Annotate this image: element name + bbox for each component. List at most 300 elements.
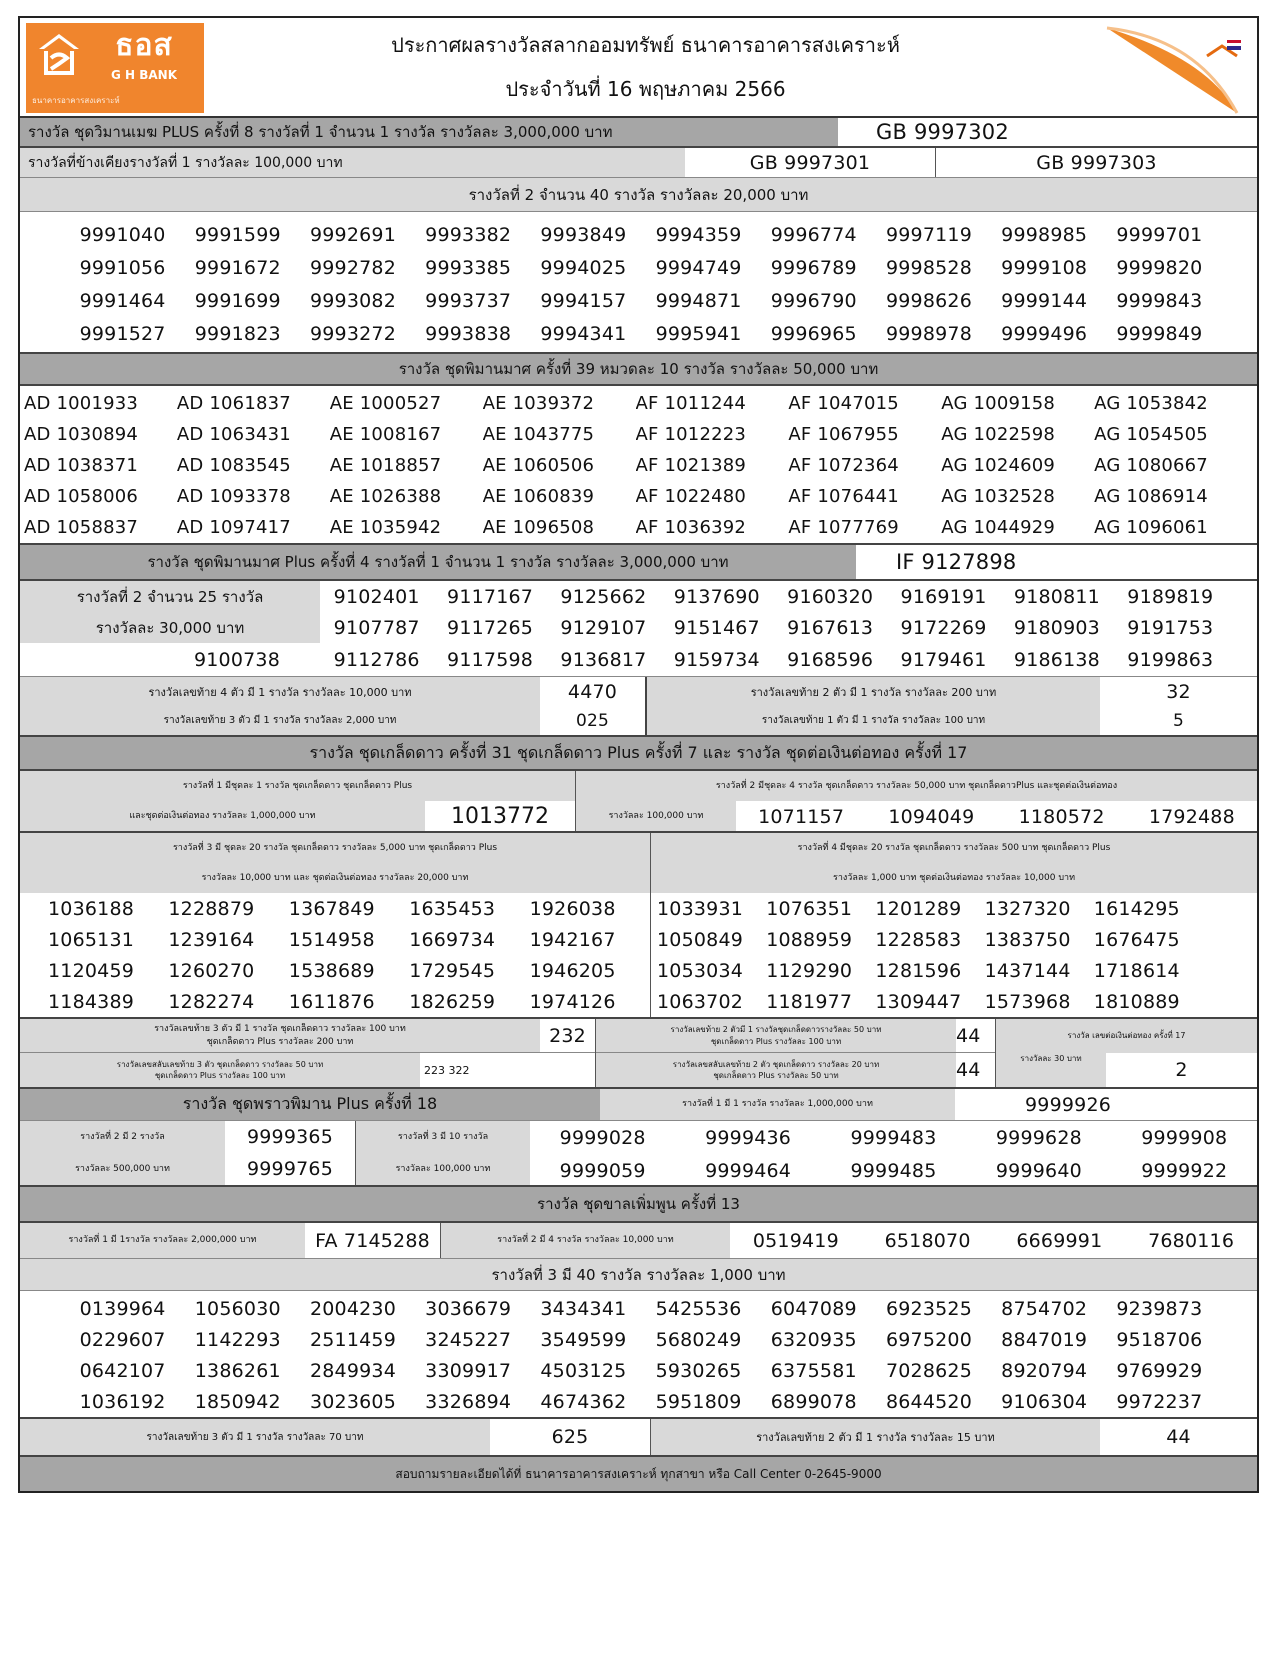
prize-number: 9769929 — [1116, 1359, 1203, 1382]
kleddao-last3-line — [20, 1019, 595, 1053]
pimanmas-plus-first-row — [20, 545, 1257, 581]
prize-number: 1729545 — [409, 959, 496, 982]
kleddao-last2-number: 44 — [956, 1019, 995, 1052]
prize-number: AE 1000527 — [329, 393, 442, 414]
prize-number: 9100738 — [20, 643, 320, 676]
prize-number: 1094049 — [888, 805, 975, 828]
prize-number: 9994025 — [540, 256, 627, 279]
kleddao-swap3-labels — [20, 1053, 420, 1087]
kanpoon-header — [20, 1187, 1257, 1223]
prize-number: 0519419 — [752, 1230, 839, 1252]
kleddao-p1-p2-row — [20, 771, 1257, 833]
prize-number: AE 1018857 — [329, 455, 442, 476]
prize-number: 9993849 — [540, 223, 627, 246]
prize-number: AD 1093378 — [176, 486, 291, 507]
prize-number: 9994341 — [540, 322, 627, 345]
prawpiman-p3-labels — [355, 1121, 530, 1185]
pimanmas-plus-second-amount: รางวัลละ 30,000 บาท — [20, 612, 320, 643]
prize-number: 9994871 — [655, 289, 742, 312]
logo-caption: ธนาคารอาคารสงเคราะห์ — [32, 96, 120, 105]
prize-number: 1946205 — [529, 959, 616, 982]
draw-date: ประจำวันที่ 16 พฤษภาคม 2566 — [505, 77, 786, 101]
kleddao-swap2-label: รางวัลเลขสลับเลขท้าย 2 ตัว ชุดเกล็ดดาว รางวัลละ 20 บาท — [672, 1059, 880, 1069]
prize-number: 9160320 — [787, 585, 874, 608]
last3-label: รางวัลเลขท้าย 3 ตัว มี 1 รางวัล รางวัลละ 2,000 บาท — [20, 706, 540, 735]
prize-number: 8847019 — [1001, 1328, 1088, 1351]
prize-number: 9991527 — [79, 322, 166, 345]
kleddao-p1-amount: และชุดต่อเงินต่อทอง รางวัลละ 1,000,000 บาท — [129, 810, 316, 821]
kleddao-swap3-line — [20, 1053, 595, 1087]
prize-number: 1850942 — [194, 1390, 281, 1413]
prize-number: 9999485 — [850, 1159, 937, 1182]
logo-words — [90, 27, 198, 83]
prize-number: 1386261 — [194, 1359, 281, 1382]
prize-number: 3245227 — [425, 1328, 512, 1351]
kleddao-tor-label: รางวัล เลขต่อเงินต่อทอง ครั้งที่ 17 — [1067, 1030, 1186, 1040]
prize-number: 9151467 — [673, 617, 760, 640]
prize-number: 1367849 — [288, 897, 375, 920]
prize-number: AG 1024609 — [941, 455, 1056, 476]
prize-number: AD 1061837 — [176, 393, 291, 414]
prize-number: 1184389 — [48, 990, 135, 1013]
prize-number: AG 1053842 — [1094, 393, 1208, 414]
prize-number: 4503125 — [540, 1359, 627, 1382]
prize-number: 9999496 — [1001, 322, 1088, 345]
prize-number: AE 1026388 — [329, 486, 442, 507]
footer — [20, 1457, 1257, 1491]
prize-number: 9999765 — [246, 1158, 334, 1180]
pimanmas-plus-second-label: รางวัลที่ 2 จำนวน 25 รางวัล — [20, 581, 320, 612]
prize-number: 9117167 — [447, 585, 534, 608]
prize-number: 6899078 — [770, 1390, 857, 1413]
prize-number: 5930265 — [655, 1359, 742, 1382]
prize-number: AE 1096508 — [482, 517, 595, 538]
pimanmas-label: รางวัล ชุดพิมานมาศ ครั้งที่ 39 หมวดละ 10 รางวัล รางวัลละ 50,000 บาท — [398, 360, 879, 378]
prize-number: 9999144 — [1001, 289, 1088, 312]
prize-number: 1282274 — [168, 990, 255, 1013]
prize-number: AF 1072364 — [788, 455, 899, 476]
prize-number: 9189819 — [1127, 585, 1214, 608]
kleddao-tor-line — [996, 1053, 1257, 1087]
kanpoon-p3-grid-row — [20, 1291, 1257, 1419]
prize-number: 1053034 — [657, 959, 744, 982]
prize-number: 9996774 — [770, 223, 857, 246]
kleddao-last3-labels — [20, 1019, 540, 1052]
prize-number: 1614295 — [1093, 897, 1180, 920]
kanpoon-last2-label: รางวัลเลขท้าย 2 ตัว มี 1 รางวัล รางวัลละ 15 บาท — [650, 1419, 1100, 1455]
prize-number: AD 1001933 — [24, 393, 139, 414]
prize-number: 9999108 — [1001, 256, 1088, 279]
kleddao-p4-grid — [651, 893, 1257, 1017]
kleddao-p2-block — [575, 771, 1257, 831]
prize-number: 3023605 — [309, 1390, 396, 1413]
prize-number: 1228583 — [875, 928, 962, 951]
prize-number: AF 1077769 — [788, 517, 899, 538]
prize-number: 1538689 — [288, 959, 375, 982]
prize-number: AE 1043775 — [482, 424, 595, 445]
prize-number: 3309917 — [425, 1359, 512, 1382]
page-title: ประกาศผลรางวัลสลากออมทรัพย์ ธนาคารอาคารสงเคราะห์ — [391, 33, 900, 57]
pimanmas-grid — [20, 386, 1257, 543]
last4-label: รางวัลเลขท้าย 4 ตัว มี 1 รางวัล รางวัลละ 10,000 บาท — [20, 677, 540, 706]
kanpoon-last2-number: 44 — [1100, 1419, 1257, 1455]
prize-number: 1065131 — [48, 928, 135, 951]
prize-number: AD 1030894 — [24, 424, 139, 445]
prize-number: 6047089 — [770, 1297, 857, 1320]
corner-decoration — [1087, 18, 1257, 116]
kanpoon-p1-p2-row — [20, 1223, 1257, 1259]
pimanmas-plus-second-grid — [320, 581, 1257, 676]
prawpiman-label: รางวัล ชุดพราวพิมาน Plus ครั้งที่ 18 — [20, 1089, 600, 1120]
prize-number: 4674362 — [540, 1390, 627, 1413]
prize-number: 1514958 — [288, 928, 375, 951]
prize-number: 5951809 — [655, 1390, 742, 1413]
last3-number: 025 — [540, 706, 645, 735]
prize-number: 1974126 — [529, 990, 616, 1013]
kleddao-p3-p4-row — [20, 833, 1257, 1019]
prize-number: 1076351 — [766, 897, 853, 920]
prawpiman-p2-p3-row — [20, 1121, 1257, 1187]
prize-number: 1129290 — [766, 959, 853, 982]
kleddao-swap2-amount: ชุดเกล็ดดาว Plus รางวัลละ 50 บาท — [713, 1071, 839, 1080]
page-header — [20, 18, 1257, 118]
kanpoon-last3-label: รางวัลเลขท้าย 3 ตัว มี 1 รางวัล รางวัลละ 70 บาท — [20, 1419, 490, 1455]
prize-number: AF 1076441 — [788, 486, 899, 507]
prize-number: 9999922 — [1141, 1159, 1228, 1182]
wimanmek-second-grid — [20, 218, 1257, 350]
kleddao-last2-labels — [596, 1019, 956, 1052]
pimanmas-plus-last-digits — [20, 677, 1257, 737]
prize-number: 1810889 — [1093, 990, 1180, 1013]
prize-number: 9995941 — [655, 322, 742, 345]
prize-number: 1327320 — [984, 897, 1071, 920]
prize-number: AE 1060506 — [482, 455, 595, 476]
prize-number: AG 1044929 — [941, 517, 1056, 538]
wimanmek-near-number: GB 9997301 — [685, 148, 935, 177]
prize-number: 1120459 — [48, 959, 135, 982]
prize-number: 6975200 — [885, 1328, 972, 1351]
prize-number: 1050849 — [657, 928, 744, 951]
prize-number: 3326894 — [425, 1390, 512, 1413]
prize-number: 9172269 — [900, 617, 987, 640]
prize-number: 9998978 — [885, 322, 972, 345]
prize-number: 9239873 — [1116, 1297, 1203, 1320]
kleddao-p4-block — [650, 833, 1257, 1017]
prize-number: 1942167 — [529, 928, 616, 951]
kanpoon-p2-label: รางวัลที่ 2 มี 4 รางวัล รางวัลละ 10,000 บาท — [440, 1223, 730, 1258]
prize-number: AD 1038371 — [24, 455, 139, 476]
prize-number: AF 1067955 — [788, 424, 899, 445]
prize-number: 6923525 — [885, 1297, 972, 1320]
prize-number: 9117265 — [447, 617, 534, 640]
prize-number: 8644520 — [885, 1390, 972, 1413]
prize-number: 9991699 — [194, 289, 281, 312]
prize-number: 9180811 — [1013, 585, 1100, 608]
last1-label: รางวัลเลขท้าย 1 ตัว มี 1 รางวัล รางวัลละ 100 บาท — [647, 706, 1100, 735]
kleddao-last2-line — [596, 1019, 995, 1053]
kanpoon-p1-label: รางวัลที่ 1 มี 1รางวัล รางวัลละ 2,000,000 บาท — [20, 1223, 305, 1258]
prize-number: 9998985 — [1001, 223, 1088, 246]
last2-number: 32 — [1100, 677, 1257, 706]
prize-number: 9993382 — [425, 223, 512, 246]
prize-number: 9186138 — [1013, 648, 1100, 671]
prawpiman-p2-labels — [20, 1121, 225, 1185]
last-digit-values-right — [1100, 677, 1257, 735]
prize-number: 9991040 — [79, 223, 166, 246]
prize-number: 1228879 — [168, 897, 255, 920]
prize-number: AG 1009158 — [941, 393, 1056, 414]
prize-number: 0229607 — [79, 1328, 166, 1351]
prize-number: 1260270 — [168, 959, 255, 982]
prize-number: 9993272 — [309, 322, 396, 345]
kleddao-tor-block — [995, 1019, 1257, 1087]
prize-number: 9169191 — [900, 585, 987, 608]
prawpiman-header-row — [20, 1089, 1257, 1121]
prize-number: 1676475 — [1093, 928, 1180, 951]
prize-number: AF 1036392 — [635, 517, 747, 538]
prize-number: 1792488 — [1148, 805, 1235, 828]
ghbank-logo — [26, 23, 204, 113]
prawpiman-p3-label: รางวัลที่ 3 มี 10 รางวัล — [397, 1131, 489, 1142]
kleddao-last3-label: รางวัลเลขท้าย 3 ตัว มี 1 รางวัล ชุดเกล็ดดาว รางวัลละ 100 บาท — [154, 1023, 406, 1034]
prize-number: AF 1012223 — [635, 424, 747, 445]
prize-number: AF 1047015 — [788, 393, 899, 414]
wimanmek-near-number: GB 9997303 — [935, 148, 1257, 177]
prize-number: 9999464 — [705, 1159, 792, 1182]
prize-number: 0139964 — [79, 1297, 166, 1320]
prize-number: AE 1060839 — [482, 486, 595, 507]
kanpoon-p3-header — [20, 1259, 1257, 1291]
wimanmek-first-number: GB 9997302 — [838, 118, 1257, 146]
prize-number: 9167613 — [787, 617, 874, 640]
prize-number: 9999059 — [559, 1159, 646, 1182]
prize-number: AE 1035942 — [329, 517, 442, 538]
prize-number: AD 1083545 — [176, 455, 291, 476]
prize-number: 9999365 — [246, 1126, 334, 1148]
prize-number: AF 1011244 — [635, 393, 747, 414]
prize-number: 9972237 — [1116, 1390, 1203, 1413]
prize-number: 9999640 — [995, 1159, 1082, 1182]
wimanmek-first-label: รางวัล ชุดวิมานเมฆ PLUS ครั้งที่ 8 รางวัลที่ 1 จำนวน 1 รางวัล รางวัลละ 3,000,000 บาท — [20, 118, 838, 146]
prize-number: AG 1054505 — [1094, 424, 1208, 445]
kleddao-p2-amount: รางวัลละ 100,000 บาท — [608, 810, 704, 821]
last2-label: รางวัลเลขท้าย 2 ตัว มี 1 รางวัล รางวัลละ 200 บาท — [647, 677, 1100, 706]
kleddao-last2-label: รางวัลเลขท้าย 2 ตัวมี 1 รางวัลชุดเกล็ดดาวรางวัลละ 50 บาท — [670, 1025, 882, 1035]
wimanmek-second-label: รางวัลที่ 2 จำนวน 40 รางวัล รางวัลละ 20,000 บาท — [468, 185, 809, 204]
prize-number: 1181977 — [766, 990, 853, 1013]
prize-number: 9994157 — [540, 289, 627, 312]
prize-number: 1718614 — [1093, 959, 1180, 982]
prize-number: 1063702 — [657, 990, 744, 1013]
prize-number: 3036679 — [425, 1297, 512, 1320]
prawpiman-p3-grid — [530, 1121, 1257, 1185]
house-logo-icon — [36, 31, 82, 77]
prize-number: 1088959 — [766, 928, 853, 951]
prawpiman-p1-label: รางวัลที่ 1 มี 1 รางวัล รางวัลละ 1,000,000 บาท — [600, 1089, 955, 1120]
prize-number: 5680249 — [655, 1328, 742, 1351]
prize-number: 9991056 — [79, 256, 166, 279]
wimanmek-near-label: รางวัลที่ข้างเคียงรางวัลที่ 1 รางวัลละ 100,000 บาท — [20, 148, 685, 177]
results-sheet — [18, 16, 1259, 1493]
wimanmek-second-header — [20, 178, 1257, 212]
prize-number: 6669991 — [1016, 1230, 1103, 1252]
prize-number: 8754702 — [1001, 1297, 1088, 1320]
prize-number: 1056030 — [194, 1297, 281, 1320]
prize-number: 3434341 — [540, 1297, 627, 1320]
kleddao-last3-amount: ชุดเกล็ดดาว Plus รางวัลละ 200 บาท — [206, 1036, 354, 1047]
title-block — [204, 18, 1087, 116]
kleddao-p1-label: รางวัลที่ 1 มีชุดละ 1 รางวัล ชุดเกล็ดดาว ชุดเกล็ดดาว Plus — [182, 780, 413, 791]
prize-number: 9125662 — [560, 585, 647, 608]
kleddao-p3-label: รางวัลที่ 3 มี ชุดละ 20 รางวัล ชุดเกล็ดดาว รางวัลละ 5,000 บาท ชุดเกล็ดดาว Plus — [172, 842, 498, 853]
kleddao-p1-line — [20, 801, 575, 831]
prize-number: 2004230 — [309, 1297, 396, 1320]
kleddao-p4-amount: รางวัลละ 1,000 บาท ชุดต่อเงินต่อทอง รางวัลละ 10,000 บาท — [832, 872, 1076, 883]
kleddao-swap2-line — [596, 1053, 995, 1087]
prize-number: 1635453 — [409, 897, 496, 920]
prawpiman-p3-amount: รางวัลละ 100,000 บาท — [395, 1163, 491, 1174]
prize-number: 8920794 — [1001, 1359, 1088, 1382]
kleddao-label: รางวัล ชุดเกล็ดดาว ครั้งที่ 31 ชุดเกล็ดดาว Plus ครั้งที่ 7 และ รางวัล ชุดต่อเงินต่อทอง ครั้งที่ 17 — [309, 742, 968, 762]
prize-number: 9102401 — [333, 585, 420, 608]
prize-number: 2511459 — [309, 1328, 396, 1351]
prize-number: 9999701 — [1116, 223, 1203, 246]
logo-sub: G H BANK — [110, 68, 178, 82]
kleddao-p3-header — [20, 833, 650, 893]
prize-number: AG 1096061 — [1094, 517, 1208, 538]
prize-number: 9991823 — [194, 322, 281, 345]
prize-number: AD 1058006 — [24, 486, 139, 507]
prize-number: 9999908 — [1141, 1126, 1228, 1149]
prize-number: 9136817 — [560, 648, 647, 671]
prize-number: 9998626 — [885, 289, 972, 312]
prize-number: 9999483 — [850, 1126, 937, 1149]
kleddao-swap3-amount: ชุดเกล็ดดาว Plus รางวัลละ 100 บาท — [154, 1071, 286, 1080]
prize-number: 9992782 — [309, 256, 396, 279]
prize-number: 9999843 — [1116, 289, 1203, 312]
kleddao-p4-label: รางวัลที่ 4 มีชุดละ 20 รางวัล ชุดเกล็ดดาว รางวัลละ 500 บาท ชุดเกล็ดดาว Plus — [797, 842, 1111, 853]
last-digit-labels-right — [645, 677, 1100, 735]
prawpiman-p2-label: รางวัลที่ 2 มี 2 รางวัล — [80, 1131, 165, 1142]
prize-number: 0642107 — [79, 1359, 166, 1382]
kleddao-tor-number: 2 — [1106, 1053, 1257, 1087]
prawpiman-p2-numbers — [225, 1121, 355, 1185]
prize-number: 1383750 — [984, 928, 1071, 951]
kleddao-p3-grid — [20, 893, 650, 1017]
prize-number: AE 1008167 — [329, 424, 442, 445]
prize-number: 9993838 — [425, 322, 512, 345]
kleddao-p3-amount: รางวัลละ 10,000 บาท และ ชุดต่อเงินต่อทอง รางวัลละ 20,000 บาท — [201, 872, 469, 883]
prize-number: 9999436 — [705, 1126, 792, 1149]
prize-number: 6375581 — [770, 1359, 857, 1382]
footer-contact: สอบถามรายละเอียดได้ที่ ธนาคารอาคารสงเคราะห์ ทุกสาขา หรือ Call Center 0-2645-9000 — [395, 1466, 882, 1481]
logo-top — [32, 27, 198, 89]
pimanmas-plus-second-label-block — [20, 581, 320, 676]
kanpoon-last3-number: 625 — [490, 1419, 650, 1455]
prize-number: 9991672 — [194, 256, 281, 279]
prize-number: 1036188 — [48, 897, 135, 920]
prize-number: 9993737 — [425, 289, 512, 312]
kanpoon-p1-number: FA 7145288 — [305, 1223, 440, 1258]
prize-number: 1573968 — [984, 990, 1071, 1013]
prize-number: AG 1086914 — [1094, 486, 1208, 507]
prize-number: 9991599 — [194, 223, 281, 246]
prize-number: 9999628 — [995, 1126, 1082, 1149]
pimanmas-grid-row — [20, 386, 1257, 545]
prawpiman-p2-amount: รางวัลละ 500,000 บาท — [75, 1163, 170, 1174]
logo-text: ธอส — [115, 28, 173, 63]
prize-number: 1201289 — [875, 897, 962, 920]
kleddao-swap2-labels — [596, 1053, 956, 1087]
prize-number: 9999849 — [1116, 322, 1203, 345]
prize-number: 1669734 — [409, 928, 496, 951]
prize-number: 9994359 — [655, 223, 742, 246]
prize-number: 9996790 — [770, 289, 857, 312]
prize-number: AF 1021389 — [635, 455, 747, 476]
kleddao-last2-amount: ชุดเกล็ดดาว Plus รางวัลละ 100 บาท — [710, 1036, 842, 1046]
prize-number: 9191753 — [1127, 617, 1214, 640]
last-digit-labels-left — [20, 677, 540, 735]
kleddao-p3-block — [20, 833, 650, 1017]
prize-number: 9107787 — [333, 617, 420, 640]
kleddao-last-left — [20, 1019, 595, 1087]
kleddao-last-digits — [20, 1019, 1257, 1089]
pimanmas-plus-second-row — [20, 581, 1257, 677]
kleddao-swap2-number: 44 — [956, 1053, 995, 1087]
prize-number: 9999820 — [1116, 256, 1203, 279]
prize-number: 9129107 — [560, 617, 647, 640]
prize-number: AF 1022480 — [635, 486, 747, 507]
prize-number: 9992691 — [309, 223, 396, 246]
prize-number: 9117598 — [447, 648, 534, 671]
prize-number: 6320935 — [770, 1328, 857, 1351]
prize-number: 1437144 — [984, 959, 1071, 982]
prize-number: AG 1022598 — [941, 424, 1056, 445]
prize-number: 9179461 — [900, 648, 987, 671]
prize-number: 1826259 — [409, 990, 496, 1013]
prize-number: 9999028 — [559, 1126, 646, 1149]
kleddao-p2-line — [576, 801, 1257, 831]
last1-number: 5 — [1100, 706, 1257, 735]
kanpoon-p3-label: รางวัลที่ 3 มี 40 รางวัล รางวัลละ 1,000 บาท — [491, 1265, 786, 1284]
kanpoon-last-digits — [20, 1419, 1257, 1457]
prize-number: 9993082 — [309, 289, 396, 312]
prize-number: 9998528 — [885, 256, 972, 279]
prize-number: 9168596 — [787, 648, 874, 671]
prize-number: 7680116 — [1148, 1230, 1235, 1252]
kleddao-p1-block — [20, 771, 575, 831]
prawpiman-p1-number: 9999926 — [955, 1089, 1257, 1120]
prize-number: AD 1058837 — [24, 517, 139, 538]
prize-number: 3549599 — [540, 1328, 627, 1351]
prize-number: AD 1097417 — [176, 517, 291, 538]
prize-number: 9106304 — [1001, 1390, 1088, 1413]
prize-number: 1239164 — [168, 928, 255, 951]
prize-number: 2849934 — [309, 1359, 396, 1382]
prize-number: 9993385 — [425, 256, 512, 279]
pimanmas-plus-first-number: IF 9127898 — [856, 545, 1257, 579]
prize-number: 7028625 — [885, 1359, 972, 1382]
prize-number: 9996789 — [770, 256, 857, 279]
prize-number: 1611876 — [288, 990, 375, 1013]
prize-number: 1036192 — [79, 1390, 166, 1413]
prize-number: 9137690 — [673, 585, 760, 608]
kleddao-p4-header — [651, 833, 1257, 893]
prize-number: 1142293 — [194, 1328, 281, 1351]
kleddao-p1-number: 1013772 — [425, 801, 575, 831]
kleddao-swap3-number: 223 322 — [420, 1053, 595, 1087]
kanpoon-label: รางวัล ชุดขาลเพิ่มพูน ครั้งที่ 13 — [537, 1195, 740, 1213]
